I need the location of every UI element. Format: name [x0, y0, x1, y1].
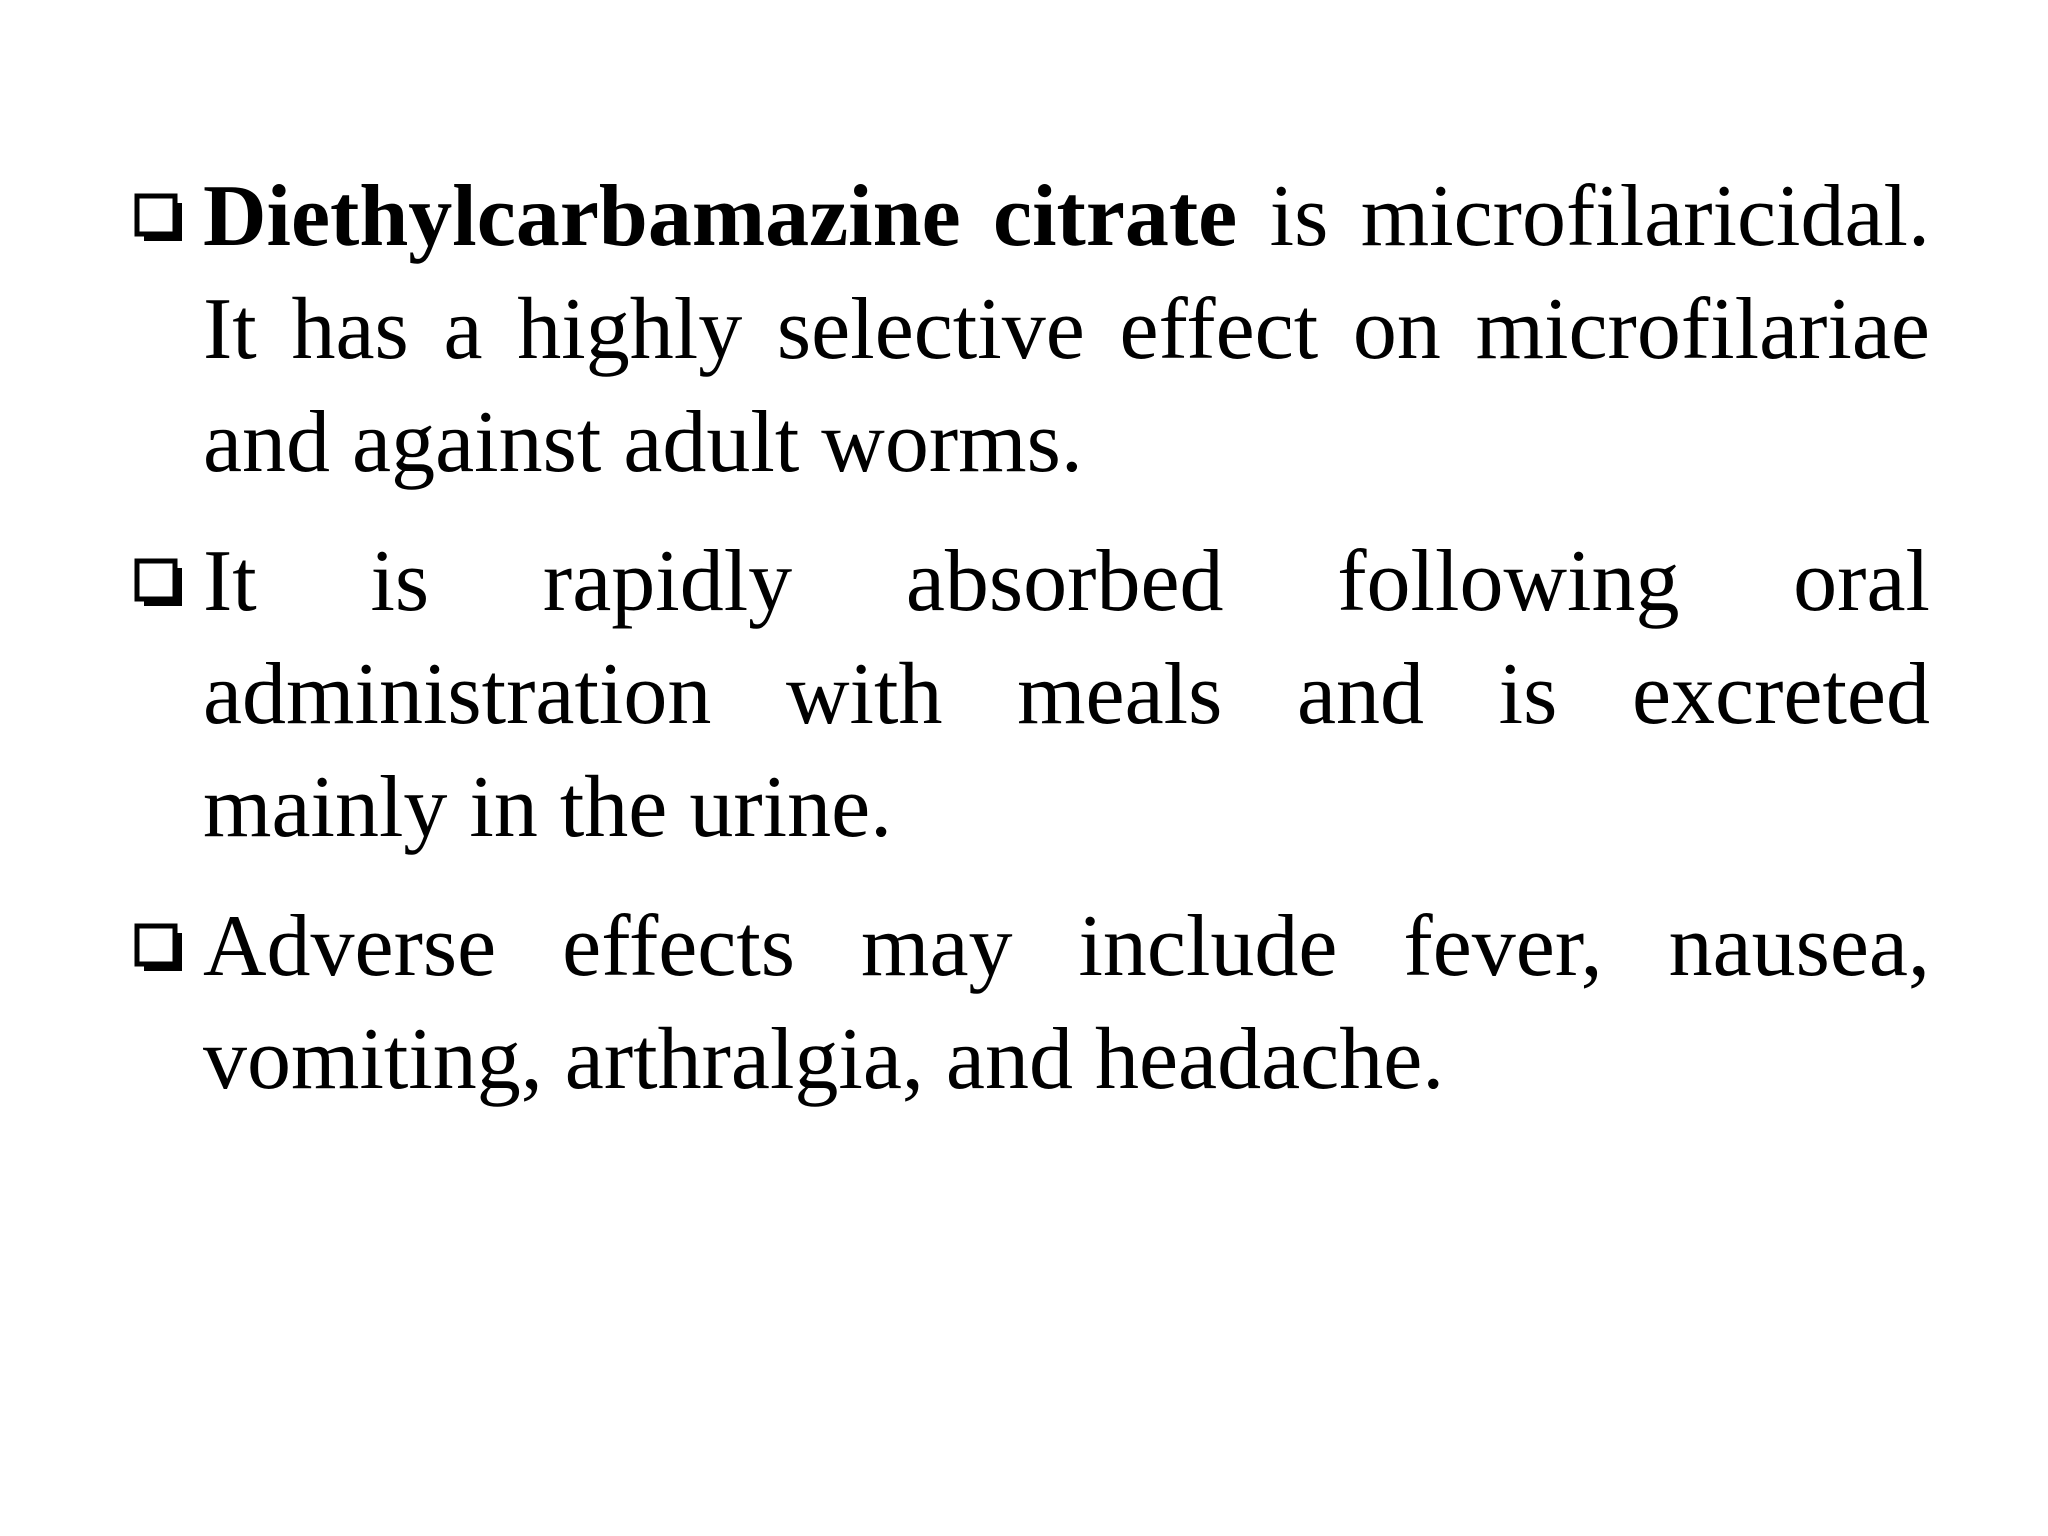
bullet-item-diethylcarbamazine	[130, 160, 1930, 499]
bullet-item-absorption	[130, 525, 1930, 864]
bullet-text: Adverse effects may include fever, nausea, vomiting, arthralgia, and headache.	[203, 898, 1930, 1108]
drug-name: Diethylcarbamazine citrate	[203, 168, 1238, 265]
bullet-text: is microfilaricidal. It has a highly selective effect on microfilariae and against adult worms.	[203, 168, 1930, 491]
hollow-square-bullet-icon	[134, 193, 186, 245]
bullet-text: It is rapidly absorbed following oral administration with meals and is excreted mainly in the urine.	[203, 533, 1930, 856]
bullet-item-adverse-effects	[130, 890, 1930, 1116]
hollow-square-bullet-icon	[134, 558, 186, 610]
hollow-square-bullet-icon	[134, 923, 186, 975]
bullet-list	[130, 160, 1930, 1142]
